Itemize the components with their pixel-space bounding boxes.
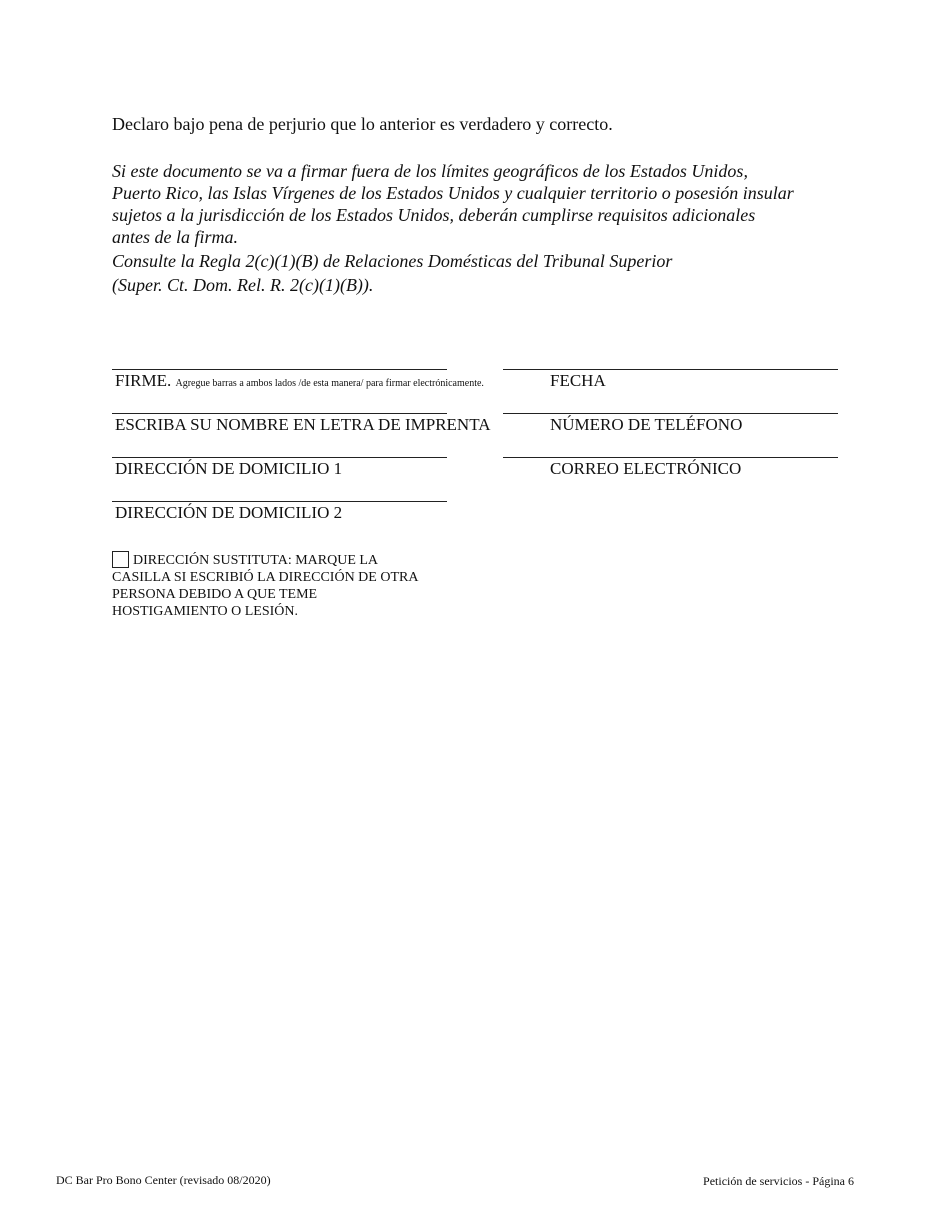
date-label: FECHA: [550, 371, 606, 390]
footer-page-number: Petición de servicios - Página 6: [703, 1174, 854, 1188]
notice-line: Puerto Rico, las Islas Vírgenes de los Estados Unidos y cualquier territorio o posesión insular: [112, 183, 794, 203]
signature-instructions: Agregue barras a ambos lados /de esta manera/ para firmar electrónicamente.: [175, 378, 484, 389]
perjury-declaration: Declaro bajo pena de perjurio que lo anterior es verdadero y correcto.: [112, 114, 613, 134]
substitute-address-line: PERSONA DEBIDO A QUE TEME: [112, 587, 318, 602]
notice-rule-reference: Consulte la Regla 2(c)(1)(B) de Relaciones Domésticas del Tribunal Superior: [112, 251, 673, 271]
signing-location-notice: [112, 160, 842, 296]
signature-label: FIRME.: [115, 371, 172, 390]
substitute-address-line: DIRECCIÓN SUSTITUTA: MARQUE LA: [133, 553, 379, 568]
notice-line: sujetos a la jurisdicción de los Estados Unidos, deberán cumplirse requisitos adicionales: [112, 205, 756, 225]
phone-line[interactable]: [503, 413, 838, 414]
phone-label: NÚMERO DE TELÉFONO: [550, 415, 743, 434]
address1-label: DIRECCIÓN DE DOMICILIO 1: [115, 459, 343, 478]
footer-source: DC Bar Pro Bono Center (revisado 08/2020): [56, 1173, 271, 1187]
address2-line[interactable]: [112, 501, 447, 502]
substitute-address-line: CASILLA SI ESCRIBIÓ LA DIRECCIÓN DE OTRA: [112, 570, 419, 585]
address1-line[interactable]: [112, 457, 447, 458]
email-line[interactable]: [503, 457, 838, 458]
signature-line[interactable]: [112, 369, 447, 370]
print-name-label: ESCRIBA SU NOMBRE EN LETRA DE IMPRENTA: [115, 415, 491, 434]
email-label: CORREO ELECTRÓNICO: [550, 459, 742, 478]
substitute-address-text: [112, 552, 442, 620]
notice-rule-citation: (Super. Ct. Dom. Rel. R. 2(c)(1)(B)).: [112, 275, 374, 295]
date-line[interactable]: [503, 369, 838, 370]
address2-label: DIRECCIÓN DE DOMICILIO 2: [115, 503, 343, 522]
notice-line: Si este documento se va a firmar fuera de los límites geográficos de los Estados Unidos,: [112, 161, 748, 181]
notice-line: antes de la firma.: [112, 227, 238, 247]
substitute-address-line: HOSTIGAMIENTO O LESIÓN.: [112, 604, 299, 619]
print-name-line[interactable]: [112, 413, 447, 414]
signature-field-label: [115, 371, 484, 394]
